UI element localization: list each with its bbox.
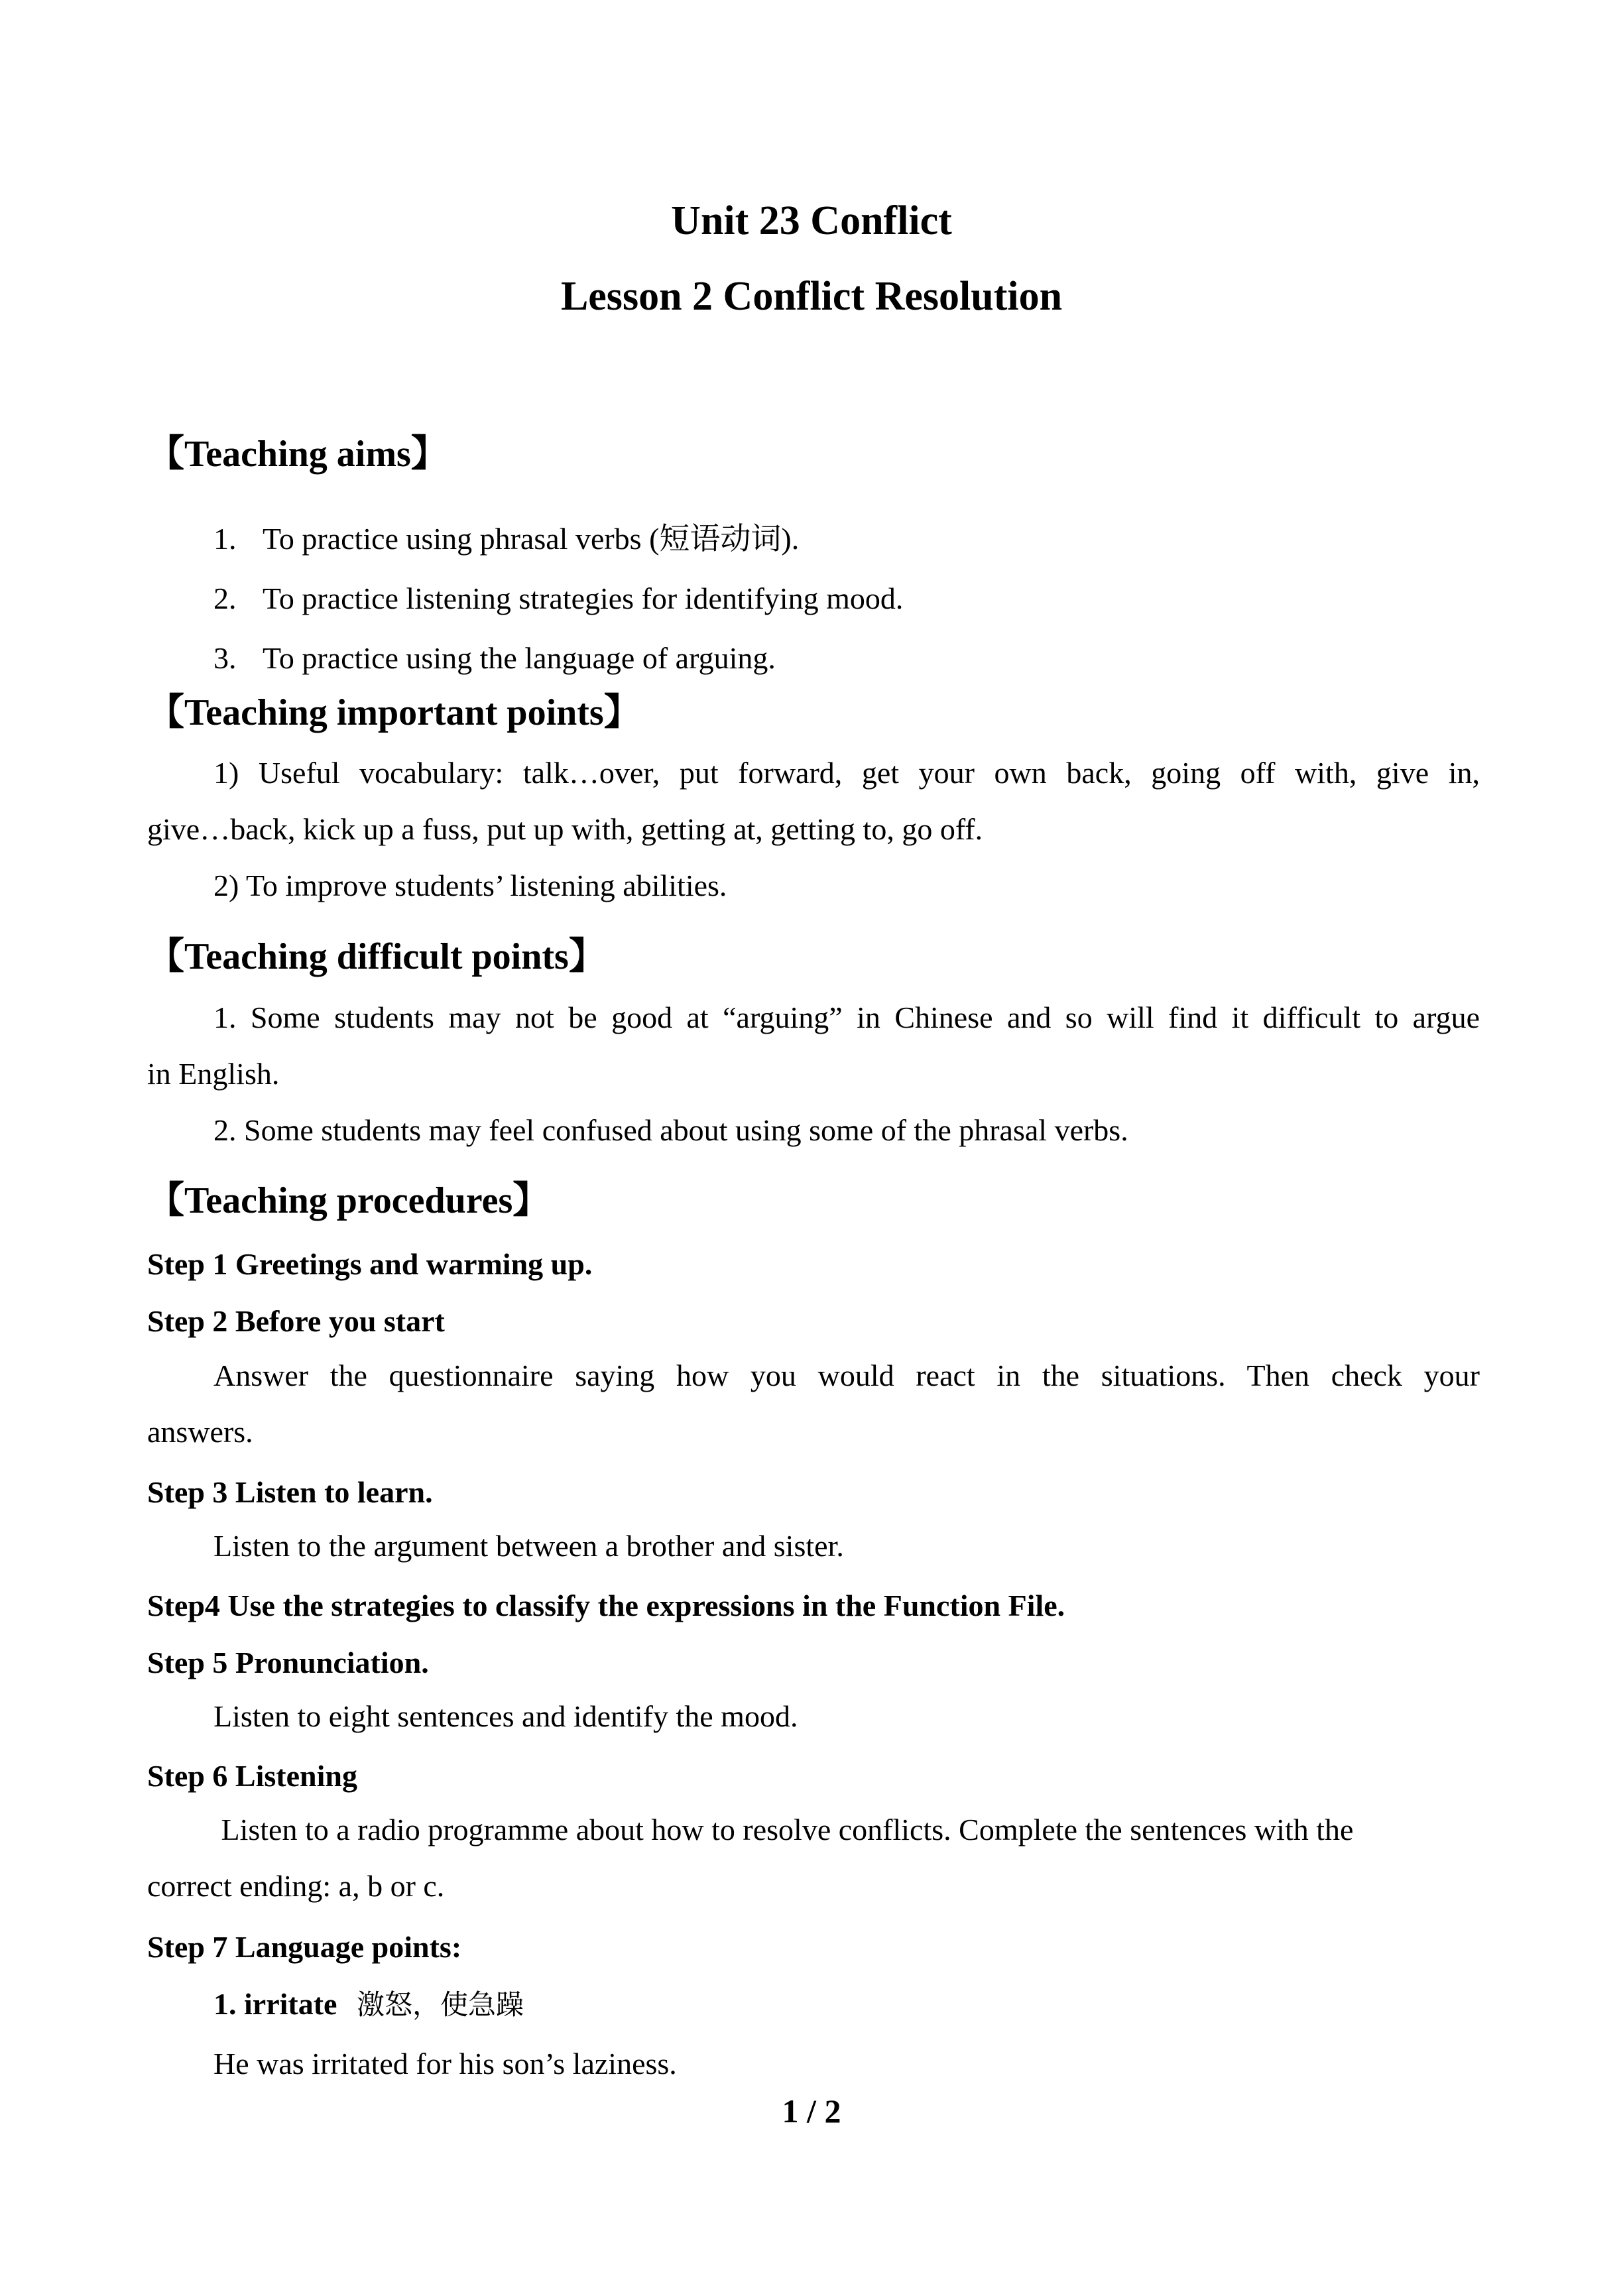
step-3-heading: Step 3 Listen to learn. — [147, 1475, 433, 1509]
step-2-heading: Step 2 Before you start — [147, 1304, 445, 1338]
aim-item: To practice listening strategies for identifying mood. — [263, 581, 904, 615]
difficult-point-1-line: 1. Some students may not be good at “arguing” in Chinese and so will find it difficult to argue — [213, 1000, 1480, 1034]
important-point-2: 2) To improve students’ listening abilities. — [213, 869, 727, 902]
step-5-heading: Step 5 Pronunciation. — [147, 1646, 429, 1679]
language-point-example: He was irritated for his son’s laziness. — [213, 2047, 677, 2081]
aim-item: To practice using phrasal verbs (短语动词). — [263, 522, 800, 556]
section-heading-important: 【Teaching important points】 — [147, 692, 641, 733]
document-subtitle: Lesson 2 Conflict Resolution — [560, 274, 1063, 319]
difficult-point-2: 2. Some students may feel confused about using some of the phrasal verbs. — [213, 1113, 1128, 1147]
important-point-1-line: 1) Useful vocabulary: talk…over, put forward, get your own back, going off with, give in, — [213, 756, 1480, 790]
step-6-text: Listen to a radio programme about how to resolve conflicts. Complete the sentences with the — [213, 1813, 1354, 1846]
language-point-term: 1. irritate — [213, 1987, 337, 2021]
important-point-1-continuation: give…back, kick up a fuss, put up with, getting at, getting to, go off. — [147, 812, 983, 846]
aim-number: 3. — [213, 641, 237, 675]
step-2-text: Answer the questionnaire saying how you would react in the situations. Then check your — [213, 1359, 1480, 1392]
step-3-text: Listen to the argument between a brother and sister. — [213, 1529, 844, 1563]
step-4-heading: Step4 Use the strategies to classify the expressions in the Function File. — [147, 1589, 1065, 1622]
language-point-1 — [213, 1989, 524, 2020]
aim-item: To practice using the language of arguing. — [263, 641, 776, 675]
language-point-meaning: 激怒，使急躁 — [356, 1988, 524, 2021]
step-7-heading: Step 7 Language points: — [147, 1930, 462, 1964]
step-1-heading: Step 1 Greetings and warming up. — [147, 1247, 593, 1281]
page-number: 1 / 2 — [782, 2092, 841, 2130]
document-title: Unit 23 Conflict — [671, 198, 952, 243]
aim-number: 1. — [213, 522, 237, 556]
section-heading-difficult: 【Teaching difficult points】 — [147, 936, 606, 977]
aim-number: 2. — [213, 581, 237, 615]
step-6-text-continuation: correct ending: a, b or c. — [147, 1869, 445, 1903]
step-2-text-continuation: answers. — [147, 1415, 253, 1449]
section-heading-aims: 【Teaching aims】 — [147, 434, 448, 475]
step-6-heading: Step 6 Listening — [147, 1759, 357, 1793]
section-heading-procedures: 【Teaching procedures】 — [147, 1180, 550, 1221]
step-5-text: Listen to eight sentences and identify the mood. — [213, 1699, 798, 1733]
difficult-point-1-continuation: in English. — [147, 1057, 280, 1091]
